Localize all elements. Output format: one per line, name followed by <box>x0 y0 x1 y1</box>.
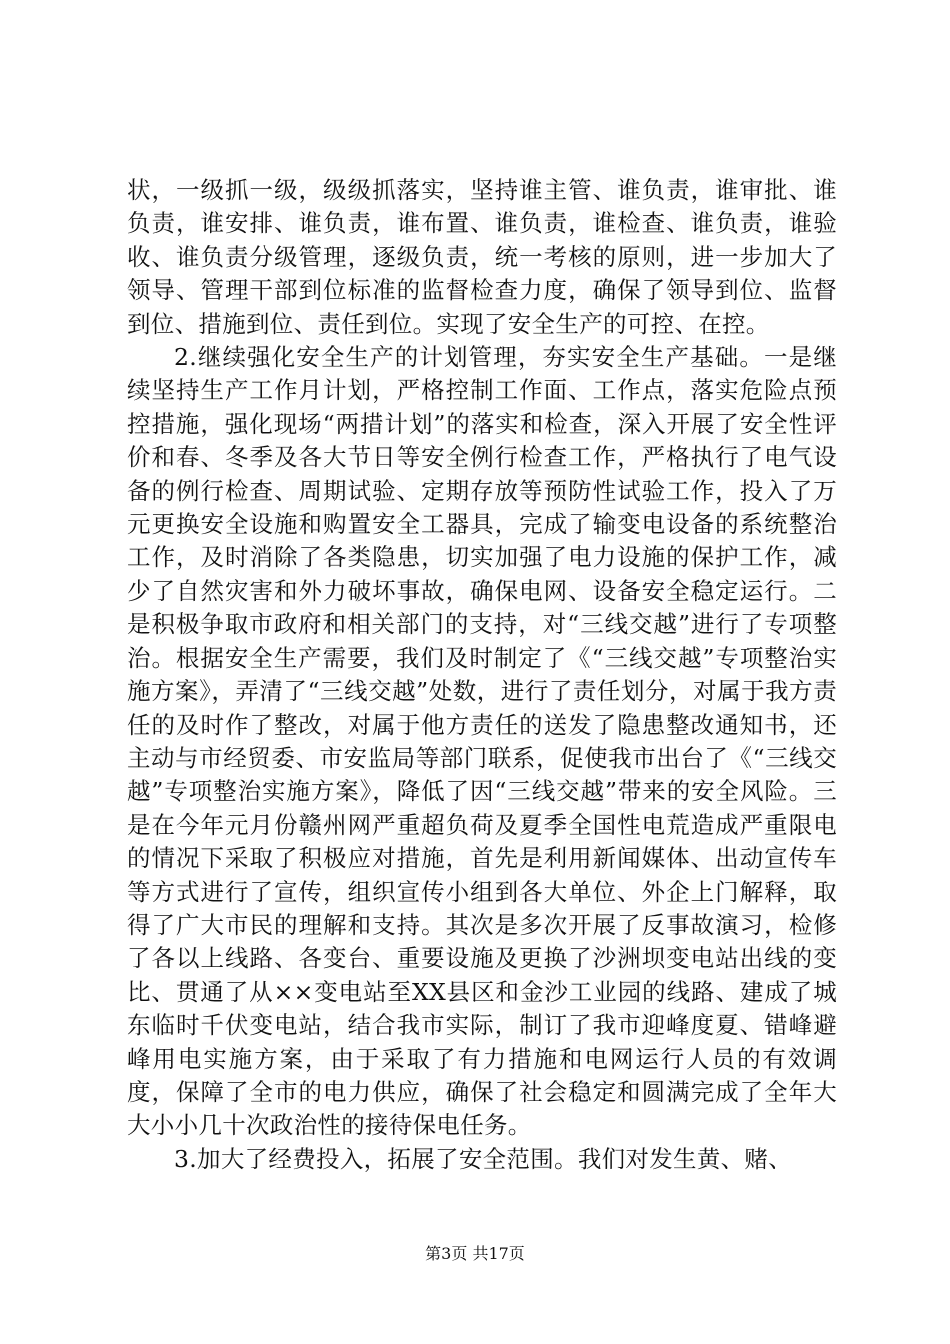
paragraph-item-3: 3.加大了经费投入，拓展了安全范围。我们对发生黄、赌、 <box>174 1144 793 1173</box>
document-body <box>127 174 837 1176</box>
page-number-footer: 第3页 共17页 <box>425 1244 525 1263</box>
paragraph-continuation: 状，一级抓一级，级级抓落实，坚持谁主管、谁负责，谁审批、谁负责，谁安排、谁负责，谁布置、谁负责，谁检查、谁负责，谁验收、谁负责分级管理，逐级负责，统一考核的原则，进一步加大了领导、管理干部到位标准的监督检查力度，确保了领导到位、监督到位、措施到位、责任到位。实现了安全生产的可控、在控。 <box>127 176 837 338</box>
paragraph-item-2: 2.继续强化安全生产的计划管理，夯实安全生产基础。一是继续坚持生产工作月计划，严格控制工作面、工作点，落实危险点预控措施，强化现场“两措计划”的落实和检查，深入开展了安全性评价和春、冬季及各大节日等安全例行检查工作，严格执行了电气设备的例行检查、周期试验、定期存放等预防性试验工作，投入了万元更换安全设施和购置安全工器具，完成了输变电设备的系统整治工作，及时消除了各类隐患，切实加强了电力设施的保护工作，减少了自然灾害和外力破坏事故，确保电网、设备安全稳定运行。二是积极争取市政府和相关部门的支持，对“三线交越”进行了专项整治。根据安全生产需要，我们及时制定了《“三线交越”专项整治实施方案》，弄清了“三线交越”处数，进行了责任划分，对属于我方责任的及时作了整改，对属于他方责任的送发了隐患整改通知书，还主动与市经贸委、市安监局等部门联系，促使我市出台了《“三线交越”专项整治实施方案》，降低了因“三线交越”带来的安全风险。三是在今年元月份赣州网严重超负荷及夏季全国性电荒造成严重限电的情况下采取了积极应对措施，首先是利用新闻媒体、出动宣传车等方式进行了宣传，组织宣传小组到各大单位、外企上门解释，取得了广大市民的理解和支持。其次是多次开展了反事故演习，检修了各以上线路、各变台、重要设施及更换了沙洲坝变电站出线的变比、贯通了从××变电站至XX县区和金沙工业园的线路、建成了城东临时千伏变电站，结合我市实际，制订了我市迎峰度夏、错峰避峰用电实施方案，由于采取了有力措施和电网运行人员的有效调度，保障了全市的电力供应，确保了社会稳定和圆满完成了全年大大小小几十次政治性的接待保电任务。 <box>127 343 837 1140</box>
